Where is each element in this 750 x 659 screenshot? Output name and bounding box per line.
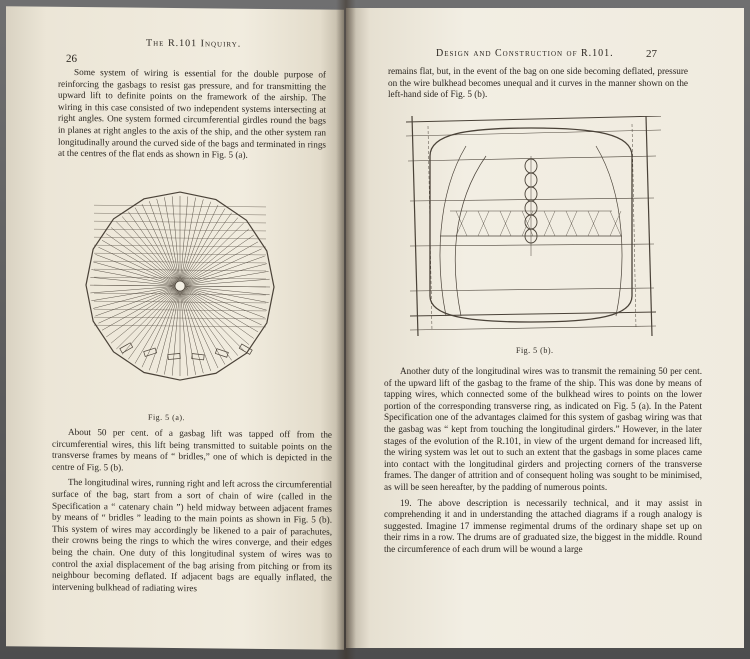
text-block-top bbox=[388, 66, 688, 105]
paragraph: About 50 per cent. of a gasbag lift was tapped off from the circumferential wires, this lift being transmitted to suitable points on the transverse frames by means of “ bridles,” one of which is depicted in the centre of Fig. 5 (b). bbox=[52, 426, 332, 473]
paragraph: remains flat, but, in the event of the bag on one side becoming deflated, pressure on the wire bulkhead becomes unequal and it curves in the manner shown on the left-hand side of Fig. 5 (b). bbox=[388, 66, 688, 100]
paragraph: The longitudinal wires, running right and left across the circumferential surface of the bag, start from a sort of chain of wire (called in the Specification a “ catenary chain ”) held midway between adjacent frames by means of “ bridles ” leading to the main points as shown in Fig. 5 (b). This system of wires may accordingly be likened to a pair of parachutes, their crowns being the rings to which the wires converge, and their edges being the chain. One duty of this longitudinal system of wires was to control the axial displacement of the bag arising from pitching or from its neighbour becoming deflated. If adjacent bags are equally inflated, the intervening bulkhead of radiating wires bbox=[52, 477, 332, 593]
text-block-top bbox=[58, 67, 326, 167]
page-number: 27 bbox=[646, 48, 657, 60]
paragraph: Some system of wiring is essential for the double purpose of reinforcing the gasbags to resist gas pressure, and for transmitting the upward lift to definite points on the framework of the airship. The wiring in this case consisted of two independent systems intersecting at right angles. One system formed circumferential girdles round the bags in planes at right angles to the axis of the ship, and the other system ran longitudinally around the curved side of the bags and terminated in rings at the centres of the flat ends as shown in Fig. 5 (a). bbox=[58, 66, 326, 160]
figure-caption: Fig. 5 (a). bbox=[148, 412, 186, 423]
paragraph: Another duty of the longitudinal wires was to transmit the remaining 50 per cent. of the upward lift of the gasbag to the frame of the ship. This was done by means of tapping wires, which connected some of the bulkhead wires to points on the lower portion of the corresponding transverse ring, as indicated on Fig. 5 (a). In the Patent Specification one of the advantages claimed for this system of gasbag wiring was that the gasbag was “ kept from touching the longitudinal girders.” However, in the later stages of the evolution of the R.101, in view of the urgent demand for increased lift, the wiring system was let out to such an extent that the gasbags in some places came into contact with the longitudinal girders and projecting corners of the transverse frames. The danger of attrition and of consequent holing was sought to be minimised, as will be seen hereafter, by the padding of numerous points. bbox=[384, 366, 702, 492]
figure-5b-gasbag-wiring-diagram bbox=[406, 116, 666, 341]
book-gutter bbox=[336, 0, 356, 659]
figure-5a-bulkhead-diagram bbox=[68, 189, 298, 411]
running-head: The R.101 Inquiry. bbox=[146, 37, 242, 50]
right-page bbox=[346, 8, 744, 648]
page-number: 26 bbox=[66, 52, 77, 65]
text-block-bottom bbox=[52, 427, 332, 600]
paragraph: 19. The above description is necessarily technical, and it may assist in comprehending it and in understanding the attached diagrams if a rough analogy is suggested. Imagine 17 immense regimental drums of the ordinary shape set up on their rims in a row. The drums are of graduated size, the biggest in the middle. Round the circumference of each drum will be wound a large bbox=[384, 497, 702, 554]
figure-caption: Fig. 5 (b). bbox=[516, 346, 554, 355]
text-block-bottom bbox=[384, 366, 702, 560]
running-head: Design and Construction of R.101. bbox=[436, 48, 614, 59]
left-page bbox=[6, 6, 344, 650]
